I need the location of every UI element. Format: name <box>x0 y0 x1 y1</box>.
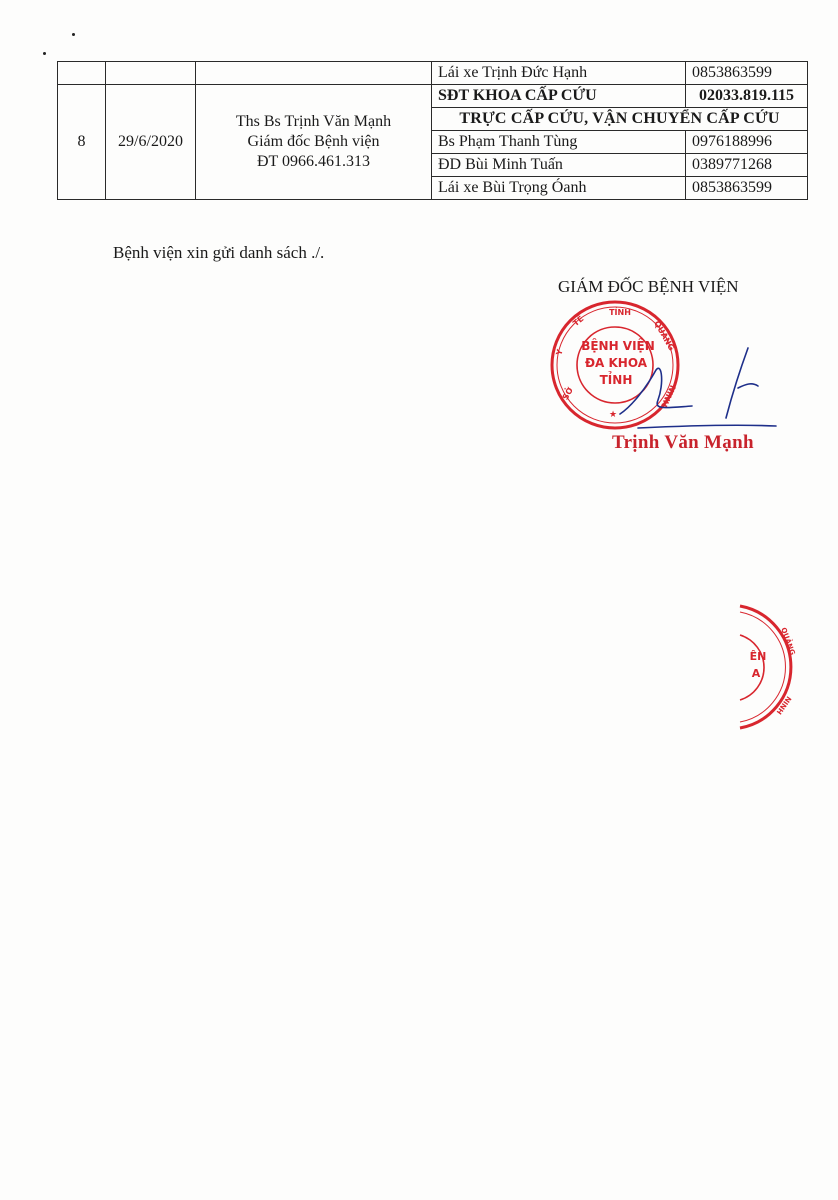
no-cell <box>58 62 106 85</box>
seal-text: TỈNH <box>599 373 633 387</box>
seal-text: QUẢNG <box>779 626 797 657</box>
scan-mark <box>43 52 46 55</box>
leader-position: Giám đốc Bệnh viện <box>247 133 380 150</box>
seal-text: Y <box>554 348 565 357</box>
leader-name: Ths Bs Trịnh Văn Mạnh <box>235 113 392 130</box>
entry-number: 8 <box>58 85 106 200</box>
seal-text: NINH <box>659 383 678 409</box>
signer-title: GIÁM ĐỐC BỆNH VIỆN <box>558 277 739 296</box>
seal-text: TỈNH <box>609 308 631 317</box>
staff-phone: 0853863599 <box>686 177 808 200</box>
partial-seal-icon <box>730 600 800 735</box>
leader-cell <box>196 62 432 85</box>
staff-phone: 0853863599 <box>686 62 808 85</box>
table-row <box>58 85 808 108</box>
leader-info <box>196 85 432 200</box>
entry-date: 29/6/2020 <box>106 85 196 200</box>
dept-label: SĐT KHOA CẤP CỨU <box>432 85 686 108</box>
dept-phone: 02033.819.115 <box>686 85 808 108</box>
scan-mark <box>72 33 75 36</box>
duty-roster-table <box>57 61 808 200</box>
staff-phone: 0389771268 <box>686 154 808 177</box>
section-heading: TRỰC CẤP CỨU, VẬN CHUYỂN CẤP CỨU <box>432 108 808 131</box>
seal-text: TẾ <box>571 314 586 329</box>
handwritten-signature-icon <box>600 340 780 440</box>
seal-text: ĐA KHOA <box>584 356 648 370</box>
staff-name: ĐD Bùi Minh Tuấn <box>432 154 686 177</box>
seal-text: BỆNH VIỆN <box>581 339 655 353</box>
svg-text:★: ★ <box>608 410 618 420</box>
seal-text: NINH <box>774 694 793 716</box>
staff-phone: 0976188996 <box>686 131 808 154</box>
staff-name: Lái xe Trịnh Đức Hạnh <box>432 62 686 85</box>
date-cell <box>106 62 196 85</box>
table-row <box>58 62 808 85</box>
staff-name: Lái xe Bùi Trọng Óanh <box>432 177 686 200</box>
signer-name: Trịnh Văn Mạnh <box>612 432 754 453</box>
closing-text: Bệnh viện xin gửi danh sách ./. <box>113 243 325 262</box>
seal-text: ÊN <box>749 650 767 663</box>
staff-name: Bs Phạm Thanh Tùng <box>432 131 686 154</box>
seal-text: SỞ <box>560 385 575 402</box>
seal-text: QUẢNG <box>652 319 677 353</box>
seal-text: A <box>751 667 761 680</box>
leader-phone: ĐT 0966.461.313 <box>256 153 371 170</box>
